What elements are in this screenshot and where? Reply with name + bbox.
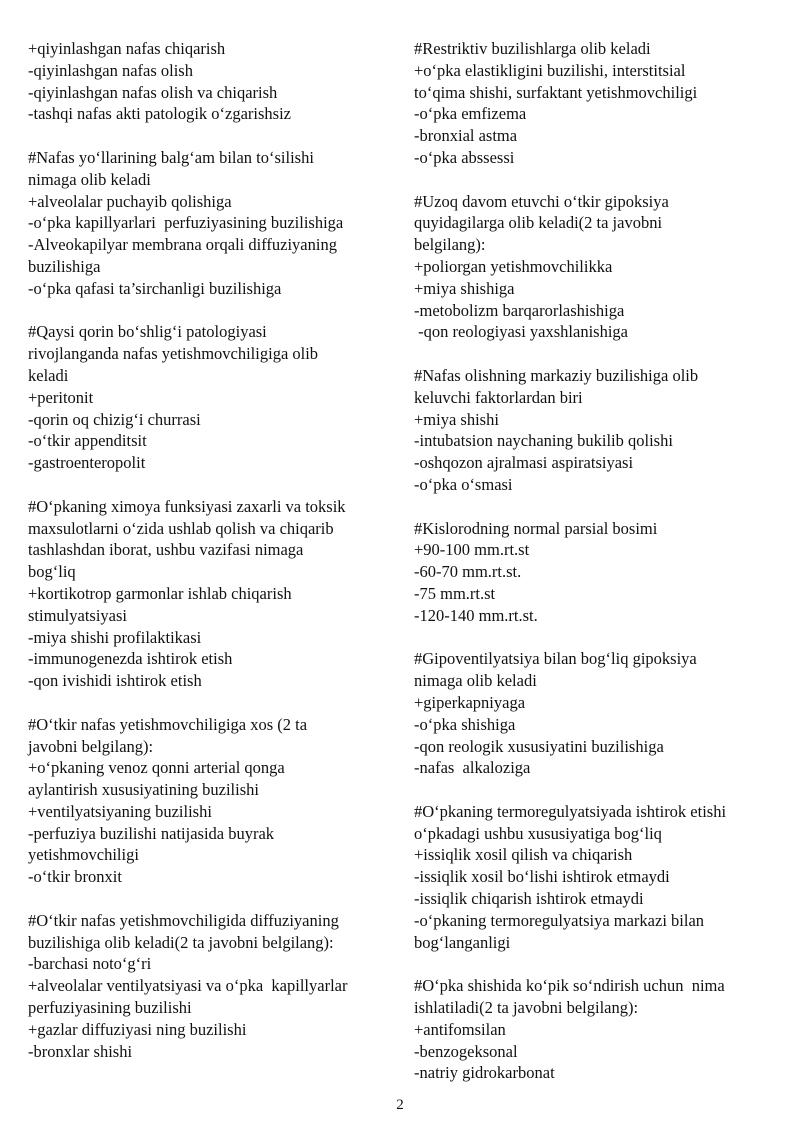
- paragraph-gap: [414, 779, 774, 801]
- text-line: stimulyatsiyasi: [28, 605, 127, 625]
- wrong-answer: -barchasi noto‘g‘ri: [28, 954, 152, 974]
- question-text: #Kislorodning normal parsial bosimi: [414, 518, 658, 538]
- wrong-answer: -60-70 mm.rt.st.: [414, 562, 522, 582]
- wrong-answer: -gastroenteropolit: [28, 453, 146, 473]
- wrong-answer: -o‘tkir appenditsit: [28, 431, 147, 451]
- wrong-answer: -qiyinlashgan nafas olish va chiqarish: [28, 82, 278, 102]
- correct-answer: +antifomsilan: [414, 1019, 506, 1039]
- correct-answer: +giperkapniyaga: [414, 692, 526, 712]
- wrong-answer: -o‘pka o‘smasi: [414, 474, 513, 494]
- wrong-answer: -qiyinlashgan nafas olish: [28, 60, 193, 80]
- correct-answer: +kortikotrop garmonlar ishlab chiqarish: [28, 583, 292, 603]
- wrong-answer: -o‘tkir bronxit: [28, 867, 122, 887]
- question-text: #Uzoq davom etuvchi o‘tkir gipoksiya: [414, 191, 669, 211]
- wrong-answer: -issiqlik chiqarish ishtirok etmaydi: [414, 889, 644, 909]
- page-number: 2: [396, 1097, 404, 1113]
- paragraph-gap: [414, 953, 774, 975]
- wrong-answer: -perfuziya buzilishi natijasida buyrak: [28, 823, 275, 843]
- wrong-answer: -bronxlar shishi: [28, 1041, 133, 1061]
- wrong-answer: -120-140 mm.rt.st.: [414, 605, 538, 625]
- wrong-answer: -bronxial astma: [414, 126, 518, 146]
- text-line: bog‘liq: [28, 562, 76, 582]
- correct-answer: +peritonit: [28, 387, 94, 407]
- text-line: keladi: [28, 365, 69, 385]
- wrong-answer: -Alveokapilyar membrana orqali diffuziyaning: [28, 235, 337, 255]
- left-column: [28, 38, 400, 1062]
- paragraph-gap: [28, 474, 400, 496]
- paragraph-gap: [414, 496, 774, 518]
- wrong-answer: -intubatsion naychaning bukilib qolishi: [414, 431, 673, 451]
- wrong-answer: -qorin oq chizig‘i churrasi: [28, 409, 201, 429]
- question-text: #Nafas yo‘llarining balg‘am bilan to‘silishi: [28, 147, 314, 167]
- question-text: #O‘pkaning ximoya funksiyasi zaxarli va toksik: [28, 496, 346, 516]
- text-line: maxsulotlarni o‘zida ushlab qolish va chiqarib: [28, 518, 334, 538]
- text-line: belgilang):: [414, 235, 486, 255]
- text-line: javobni belgilang):: [28, 736, 154, 756]
- question-text: #O‘tkir nafas yetishmovchiligiga xos (2 ta: [28, 714, 308, 734]
- question-text: #Gipoventilyatsiya bilan bog‘liq gipoksiya: [414, 649, 697, 669]
- correct-answer: +o‘pkaning venoz qonni arterial qonga: [28, 758, 285, 778]
- wrong-answer: -miya shishi profilaktikasi: [28, 627, 202, 647]
- paragraph-gap: [414, 169, 774, 191]
- text-line: perfuziyasining buzilishi: [28, 998, 192, 1018]
- question-text: #Nafas olishning markaziy buzilishiga olib: [414, 365, 699, 385]
- correct-answer: +ventilyatsiyaning buzilishi: [28, 801, 212, 821]
- question-text: #O‘tkir nafas yetishmovchiligida diffuziyaning: [28, 910, 339, 930]
- wrong-answer: -metobolizm barqarorlashishiga: [414, 300, 625, 320]
- text-line: quyidagilarga olib keladi(2 ta javobni: [414, 213, 663, 233]
- question-text: #Restriktiv buzilishlarga olib keladi: [414, 39, 651, 58]
- wrong-answer: -qon ivishidi ishtirok etish: [28, 671, 202, 691]
- correct-answer: +miya shishiga: [414, 278, 515, 298]
- paragraph-gap: [28, 125, 400, 147]
- wrong-answer: -o‘pka abssessi: [414, 147, 515, 167]
- wrong-answer: -o‘pka emfizema: [414, 104, 527, 124]
- wrong-answer: -75 mm.rt.st: [414, 583, 496, 603]
- text-line: bog‘langanligi: [414, 932, 511, 952]
- right-column: [414, 38, 774, 1084]
- wrong-answer: -o‘pka qafasi ta’sirchanligi buzilishiga: [28, 278, 282, 298]
- correct-answer: +alveolalar ventilyatsiyasi va o‘pka kapillyarlar: [28, 976, 348, 996]
- correct-answer: +o‘pka elastikligini buzilishi, interstitsial: [414, 60, 686, 80]
- wrong-answer: -o‘pka shishiga: [414, 714, 516, 734]
- correct-answer: +qiyinlashgan nafas chiqarish: [28, 39, 226, 58]
- text-line: yetishmovchiligi: [28, 845, 139, 865]
- text-line: o‘pkadagi ushbu xususiyatiga bog‘liq: [414, 823, 662, 843]
- correct-answer: +alveolalar puchayib qolishiga: [28, 191, 232, 211]
- text-line: aylantirish xususiyatining buzilishi: [28, 780, 259, 800]
- text-line: nimaga olib keladi: [28, 169, 151, 189]
- correct-answer: +miya shishi: [414, 409, 499, 429]
- text-line: buzilishiga: [28, 256, 101, 276]
- wrong-answer: -benzogeksonal: [414, 1041, 518, 1061]
- correct-answer: +gazlar diffuziyasi ning buzilishi: [28, 1019, 247, 1039]
- wrong-answer: -qon reologiyasi yaxshlanishiga: [414, 322, 629, 342]
- text-line: rivojlanganda nafas yetishmovchiligiga olib: [28, 344, 319, 364]
- text-line: to‘qima shishi, surfaktant yetishmovchiligi: [414, 82, 698, 102]
- wrong-answer: -o‘pka kapillyarlari perfuziyasining buzilishiga: [28, 213, 344, 233]
- wrong-answer: -tashqi nafas akti patologik o‘zgarishsiz: [28, 104, 292, 124]
- paragraph-gap: [28, 888, 400, 910]
- question-text: #O‘pka shishida ko‘pik so‘ndirish uchun nima: [414, 976, 725, 996]
- wrong-answer: -o‘pkaning termoregulyatsiya markazi bilan: [414, 910, 705, 930]
- text-line: ishlatiladi(2 ta javobni belgilang):: [414, 998, 639, 1018]
- text-line: buzilishiga olib keladi(2 ta javobni belgilang):: [28, 932, 334, 952]
- paragraph-gap: [28, 692, 400, 714]
- correct-answer: +90-100 mm.rt.st: [414, 540, 530, 560]
- question-text: #O‘pkaning termoregulyatsiyada ishtirok etishi: [414, 801, 727, 821]
- correct-answer: +poliorgan yetishmovchilikka: [414, 256, 613, 276]
- text-line: nimaga olib keladi: [414, 671, 537, 691]
- wrong-answer: -nafas alkaloziga: [414, 758, 531, 778]
- paragraph-gap: [28, 300, 400, 322]
- paragraph-gap: [414, 343, 774, 365]
- wrong-answer: -qon reologik xususiyatini buzilishiga: [414, 736, 664, 756]
- paragraph-gap: [414, 627, 774, 649]
- correct-answer: +issiqlik xosil qilish va chiqarish: [414, 845, 633, 865]
- wrong-answer: -natriy gidrokarbonat: [414, 1063, 555, 1083]
- text-line: keluvchi faktorlardan biri: [414, 387, 583, 407]
- question-text: #Qaysi qorin bo‘shlig‘i patologiyasi: [28, 322, 267, 342]
- wrong-answer: -immunogenezda ishtirok etish: [28, 649, 233, 669]
- wrong-answer: -issiqlik xosil bo‘lishi ishtirok etmaydi: [414, 867, 670, 887]
- text-line: tashlashdan iborat, ushbu vazifasi nimaga: [28, 540, 304, 560]
- wrong-answer: -oshqozon ajralmasi aspiratsiyasi: [414, 453, 634, 473]
